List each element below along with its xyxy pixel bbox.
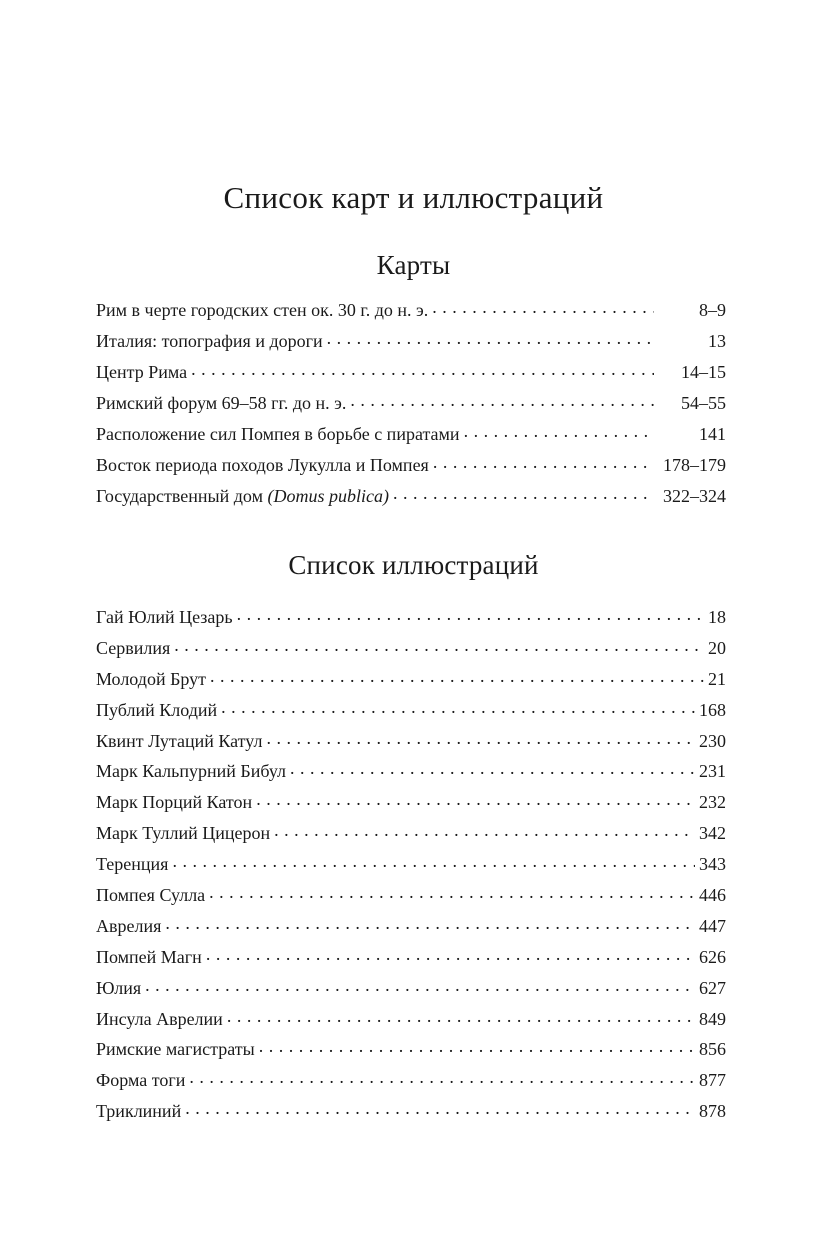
illustration-entry [96,880,726,911]
dot-leader [191,360,654,378]
map-entry [96,388,726,419]
entry-title-text: Римский форум 69–58 гг. до н. э. [96,393,347,413]
dot-leader [189,1068,695,1086]
entry-title-text: Юлия [96,977,142,998]
map-entry [96,450,726,481]
dot-leader [350,391,654,409]
entry-title-text: Помпея Сулла [96,885,206,906]
entry-title [96,695,217,726]
entry-page-number: 342 [699,823,726,844]
entry-title [96,481,389,512]
entry-page-number: 849 [699,1008,726,1029]
entry-page-number: 343 [699,854,726,875]
entry-title-text: Помпей Магн [96,946,202,967]
dot-leader [290,759,695,777]
entry-title-text: Квинт Лутаций Катул [96,730,263,751]
dot-leader [464,422,654,440]
entry-page-number: 54–55 [681,393,726,413]
dot-leader [210,667,704,685]
entry-page-number: 446 [699,885,726,906]
entry-title [96,911,161,942]
dot-leader [256,790,695,808]
entry-page-number: 230 [699,730,726,751]
illustration-entry [96,1034,726,1065]
illustrations-section-heading: Список иллюстраций [288,550,539,580]
dot-leader [209,883,695,901]
dot-leader [185,1099,695,1117]
entry-title [96,942,202,973]
dot-leader [172,852,695,870]
page-title: Список карт и иллюстраций [223,180,604,215]
entry-title-text: Марк Туллий Цицерон [96,823,271,844]
map-entry [96,295,726,326]
entry-page-number: 232 [699,792,726,813]
entry-title [96,818,270,849]
illustration-entry [96,1004,726,1035]
entry-title [96,419,460,450]
entry-title [96,726,262,757]
entry-title [96,388,346,419]
dot-leader [145,976,695,994]
illustration-entry [96,756,726,787]
map-entry [96,357,726,388]
entry-title-text: Рим в черте городских стен ок. 30 г. до н. э. [96,300,429,320]
entry-title [96,1065,185,1096]
dot-leader [274,821,695,839]
entry-title [96,973,141,1004]
entry-title-text: Публий Клодий [96,699,218,720]
entry-page-number: 20 [708,637,726,658]
map-entry [96,481,726,512]
entry-title-text: Форма тоги [96,1070,186,1091]
entry-title-text: Римские магистраты [96,1039,255,1060]
entry-title [96,664,206,695]
entry-title-text: Государственный дом [96,486,268,506]
illustration-entry [96,1065,726,1096]
dot-leader [206,945,695,963]
entry-page-number: 168 [699,699,726,720]
illustration-entry [96,787,726,818]
illustration-entry [96,942,726,973]
entry-page-number: 18 [708,607,726,627]
dot-leader [266,729,695,747]
dot-leader [433,453,653,471]
entry-title [96,756,286,787]
entry-title-text: Восток периода походов Лукулла и Помпея [96,455,429,475]
entry-title [96,1004,223,1035]
entry-page-number: 447 [699,915,726,936]
entry-page-number: 877 [699,1070,726,1091]
entry-page-number: 322–324 [663,486,726,506]
dot-leader [327,329,654,347]
entry-page-number: 141 [699,424,726,444]
entry-title-text: Теренция [96,854,169,875]
entry-title [96,880,205,911]
entry-title-text: Молодой Брут [96,668,207,689]
dot-leader [174,636,704,654]
entry-title [96,602,233,633]
dot-leader [165,914,695,932]
entry-page-number: 626 [699,946,726,967]
entry-page-number: 856 [699,1039,726,1060]
maps-section-heading: Карты [376,250,451,280]
entry-title [96,1034,255,1065]
entry-page-number: 21 [708,668,726,689]
entry-title-text: Центр Рима [96,362,188,382]
entry-title-text: Италия: топография и дороги [96,331,323,351]
entry-page-number: 178–179 [663,455,726,475]
dot-leader [259,1037,695,1055]
illustrations-list [96,602,726,1127]
entry-page-number: 14–15 [681,362,726,382]
illustration-entry [96,726,726,757]
entry-title-italic: (Domus publica) [267,486,389,506]
entry-title-text: Гай Юлий Цезарь [96,607,233,627]
dot-leader [221,698,695,716]
entry-page-number: 627 [699,977,726,998]
entry-title [96,295,428,326]
entry-title-text: Марк Кальпурний Бибул [96,761,287,782]
illustration-entry [96,695,726,726]
illustration-entry [96,973,726,1004]
entry-title-text: Сервилия [96,637,171,658]
map-entry [96,419,726,450]
dot-leader [237,605,704,623]
entry-title-text: Марк Порций Катон [96,792,253,813]
illustration-entry [96,664,726,695]
dot-leader [393,484,653,502]
entry-page-number: 13 [708,331,726,351]
entry-title [96,326,323,357]
entry-page-number: 231 [699,761,726,782]
illustration-entry [96,602,726,633]
entry-title [96,1096,181,1127]
map-entry [96,326,726,357]
entry-title [96,450,429,481]
entry-title [96,849,168,880]
entry-title [96,357,187,388]
entry-title [96,787,252,818]
entry-page-number: 8–9 [699,300,726,320]
illustration-entry [96,633,726,664]
illustration-entry [96,1096,726,1127]
maps-list [96,295,726,512]
illustration-entry [96,818,726,849]
dot-leader [227,1007,695,1025]
dot-leader [432,298,654,316]
entry-page-number: 878 [699,1101,726,1122]
entry-title-text: Расположение сил Помпея в борьбе с пиратами [96,424,460,444]
entry-title-text: Триклиний [96,1101,182,1122]
illustration-entry [96,911,726,942]
entry-title [96,633,170,664]
illustration-entry [96,849,726,880]
entry-title-text: Аврелия [96,915,162,936]
entry-title-text: Инсула Аврелии [96,1008,223,1029]
